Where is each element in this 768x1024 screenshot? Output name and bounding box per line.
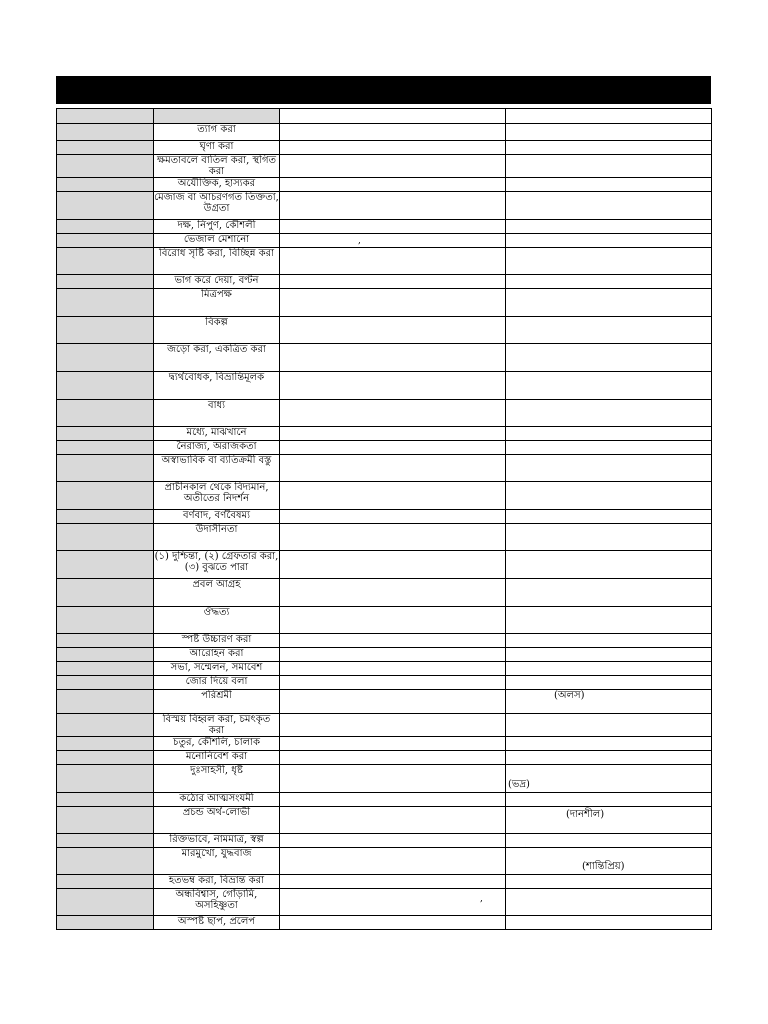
antonym-cell [506,807,712,834]
table-row [57,579,712,607]
synonym-cell [280,344,506,372]
table-row [57,662,712,676]
meaning-cell: অস্বাভাবিক বা ব্যতিক্রমী বস্তু [154,455,280,482]
synonym-cell [280,551,506,579]
table-row [57,372,712,400]
title-bar [56,76,711,104]
meaning-cell: অস্পষ্ট ছাপ, প্রলেপ [154,916,280,930]
table-row [57,482,712,510]
synonym-cell [280,751,506,765]
antonym-cell [506,441,712,455]
antonym-cell [506,524,712,551]
antonym-cell [506,676,712,690]
synonym-cell [280,916,506,930]
word-cell [57,155,154,178]
meaning-cell: (১) দুশ্চিন্তা, (২) গ্রেফতার করা, (৩) বুঝতে পারা [154,551,280,579]
meaning-cell: রিক্তভাবে, নামমাত্র, স্বল্প [154,834,280,848]
word-cell [57,889,154,916]
synonym-cell [280,807,506,834]
antonym-cell [506,482,712,510]
antonym-cell [506,141,712,155]
antonym-cell [506,248,712,275]
table-row [57,124,712,141]
antonym-cell [506,234,712,248]
antonym-cell [506,178,712,192]
table-row [57,875,712,889]
meaning-cell: বাধ্য [154,400,280,427]
antonym-cell [506,793,712,807]
antonym-cell [506,834,712,848]
antonym-cell [506,275,712,289]
antonym-cell [506,579,712,607]
meaning-cell: দ্ব্যর্থবোধক, বিভ্রান্তিমূলক [154,372,280,400]
word-cell [57,765,154,793]
meaning-cell: হতভম্ব করা, বিভ্রান্ত করা [154,875,280,889]
word-cell [57,690,154,714]
meaning-cell: মিত্রপক্ষ [154,289,280,317]
word-cell [57,400,154,427]
antonym-cell [506,916,712,930]
synonym-cell [280,289,506,317]
synonym-cell [280,889,506,916]
antonym-cell [506,155,712,178]
word-cell [57,848,154,875]
synonym-cell [280,178,506,192]
meaning-cell: ভাগ করে দেয়া, বণ্টন [154,275,280,289]
word-cell [57,524,154,551]
header-row [57,109,712,124]
antonym-cell [506,317,712,344]
header-synonym [280,109,506,124]
meaning-cell: মারমুখো, যুদ্ধবাজ [154,848,280,875]
meaning-cell: ক্ষমতাবলে বাতিল করা, স্থগিত করা [154,155,280,178]
word-cell [57,607,154,634]
word-cell [57,441,154,455]
antonym-cell [506,875,712,889]
synonym-cell [280,690,506,714]
table-row [57,690,712,714]
antonym-cell [506,455,712,482]
header-word [57,109,154,124]
table-row [57,634,712,648]
word-cell [57,875,154,889]
antonym-cell [506,427,712,441]
meaning-cell: ভেজাল মেশানো [154,234,280,248]
antonym-cell [506,192,712,220]
table-row [57,848,712,875]
word-cell [57,648,154,662]
meaning-cell: জোর দিয়ে বলা [154,676,280,690]
word-cell [57,275,154,289]
antonym-cell [506,751,712,765]
antonym-cell [506,124,712,141]
meaning-cell: দক্ষ, নিপুণ, কৌশলী [154,220,280,234]
table-row [57,317,712,344]
synonym-cell [280,648,506,662]
synonym-cell [280,676,506,690]
header-antonym [506,109,712,124]
table-row [57,155,712,178]
synonym-cell [280,634,506,648]
word-cell [57,427,154,441]
word-cell [57,579,154,607]
table-row [57,248,712,275]
synonym-cell [280,510,506,524]
table-row [57,916,712,930]
synonym-text: , [480,894,483,904]
word-cell [57,834,154,848]
synonym-cell [280,662,506,676]
synonym-cell [280,793,506,807]
antonym-cell [506,344,712,372]
meaning-cell: পরিশ্রমী [154,690,280,714]
word-cell [57,916,154,930]
table-row [57,344,712,372]
word-cell [57,510,154,524]
table-row [57,751,712,765]
antonym-cell [506,289,712,317]
word-cell [57,551,154,579]
meaning-cell: অযৌক্তিক, হাস্যকর [154,178,280,192]
table-row [57,714,712,737]
antonym-cell [506,400,712,427]
table-row [57,275,712,289]
synonym-cell [280,141,506,155]
table-row [57,400,712,427]
word-cell [57,793,154,807]
synonym-cell [280,834,506,848]
vocabulary-table [56,108,712,930]
meaning-cell: মনোনিবেশ করা [154,751,280,765]
antonym-cell [506,690,712,714]
word-cell [57,317,154,344]
meaning-cell: ঔদ্ধত্য [154,607,280,634]
meaning-cell: বর্ণবাদ, বর্ণবৈষম্য [154,510,280,524]
antonym-cell [506,551,712,579]
synonym-cell [280,220,506,234]
synonym-cell [280,248,506,275]
table-row [57,648,712,662]
meaning-cell: দুঃসাহসী, ধৃষ্ট [154,765,280,793]
meaning-cell: প্রচন্ড অর্থ-লোভী [154,807,280,834]
word-cell [57,455,154,482]
synonym-cell [280,124,506,141]
word-cell [57,192,154,220]
word-cell [57,662,154,676]
antonym-cell [506,648,712,662]
table-row [57,551,712,579]
meaning-cell: সভা, সম্মেলন, সমাবেশ [154,662,280,676]
synonym-cell [280,848,506,875]
table-row [57,441,712,455]
table-row [57,607,712,634]
meaning-cell: নৈরাজ্য, অরাজকতা [154,441,280,455]
synonym-cell [280,737,506,751]
word-cell [57,234,154,248]
word-cell [57,634,154,648]
table-row [57,455,712,482]
header-meaning [154,109,280,124]
table-row [57,289,712,317]
meaning-cell: বিকল্প [154,317,280,344]
synonym-cell [280,455,506,482]
meaning-cell: জড়ো করা, একত্রিত করা [154,344,280,372]
antonym-cell [506,510,712,524]
word-cell [57,289,154,317]
synonym-cell [280,427,506,441]
word-cell [57,807,154,834]
meaning-cell: স্পষ্ট উচ্চারণ করা [154,634,280,648]
antonym-cell [506,737,712,751]
table-row [57,178,712,192]
antonym-cell [506,662,712,676]
table-row [57,765,712,793]
antonym-text: (দানশীল) [566,809,605,820]
antonym-cell [506,372,712,400]
word-cell [57,141,154,155]
antonym-cell [506,220,712,234]
antonym-text: (অলস) [554,690,585,701]
meaning-cell: ত্যাগ করা [154,124,280,141]
word-cell [57,124,154,141]
meaning-cell: আরোহন করা [154,648,280,662]
antonym-cell [506,607,712,634]
table-row [57,234,712,248]
synonym-cell [280,400,506,427]
synonym-text: , [358,236,361,246]
synonym-cell [280,607,506,634]
meaning-cell: প্রবল আগ্রহ [154,579,280,607]
synonym-cell [280,192,506,220]
word-cell [57,482,154,510]
synonym-cell [280,765,506,793]
antonym-cell [506,889,712,916]
meaning-cell: কঠোর আত্মসংযমী [154,793,280,807]
table-row [57,427,712,441]
antonym-text: (শান্তিপ্রিয়) [582,861,625,872]
synonym-cell [280,875,506,889]
synonym-cell [280,714,506,737]
table-row [57,793,712,807]
meaning-cell: মধ্যে, মাঝখানে [154,427,280,441]
table-row [57,141,712,155]
meaning-cell: প্রাচীনকাল থেকে বিদ্যমান, অতীতের নিদর্শন [154,482,280,510]
word-cell [57,248,154,275]
word-cell [57,220,154,234]
table-row [57,510,712,524]
word-cell [57,372,154,400]
synonym-cell [280,524,506,551]
meaning-cell: ঘৃণা করা [154,141,280,155]
meaning-cell: বিরোধ সৃষ্টি করা, বিচ্ছিন্ন করা [154,248,280,275]
synonym-cell [280,372,506,400]
meaning-cell: চতুর, কৌশলি, চালাক [154,737,280,751]
word-cell [57,178,154,192]
synonym-cell [280,441,506,455]
table-row [57,889,712,916]
table-row [57,834,712,848]
table-row [57,676,712,690]
meaning-cell: মেজাজ বা আচরণগত তিক্ততা, উগ্রতা [154,192,280,220]
table-row [57,807,712,834]
table-row [57,220,712,234]
antonym-cell [506,848,712,875]
synonym-cell [280,234,506,248]
antonym-cell [506,765,712,793]
table-row [57,737,712,751]
antonym-cell [506,634,712,648]
synonym-cell [280,275,506,289]
table-row [57,524,712,551]
synonym-cell [280,579,506,607]
word-cell [57,751,154,765]
table-row [57,192,712,220]
meaning-cell: উদাসীনতা [154,524,280,551]
meaning-cell: বিস্ময় বিহ্বল করা, চমৎকৃত করা [154,714,280,737]
word-cell [57,714,154,737]
word-cell [57,344,154,372]
synonym-cell [280,482,506,510]
antonym-cell [506,714,712,737]
word-cell [57,737,154,751]
word-cell [57,676,154,690]
synonym-cell [280,317,506,344]
meaning-cell: অন্ধবিশ্বাস, গোঁড়ামি, অসহিষ্ণুতা [154,889,280,916]
synonym-cell [280,155,506,178]
antonym-text: (ভদ্র) [508,779,530,790]
